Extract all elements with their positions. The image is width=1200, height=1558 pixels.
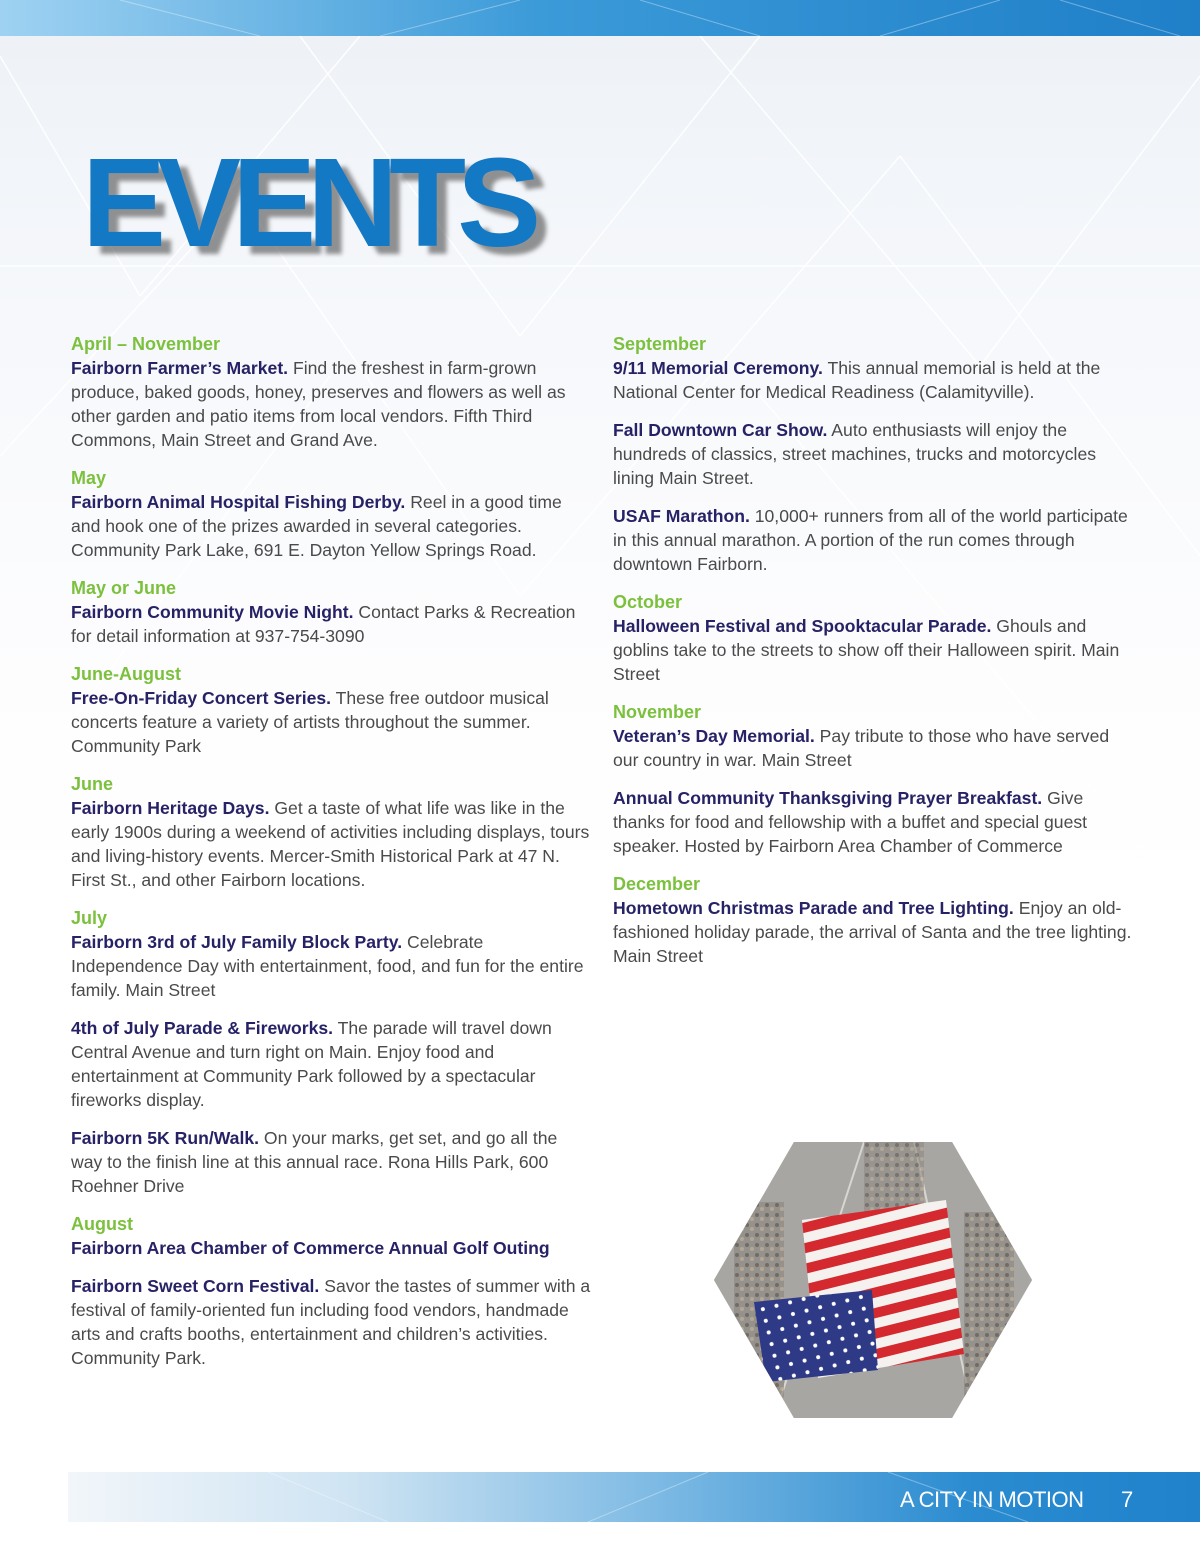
event-description: These free outdoor musical concerts feature a variety of artists throughout the summer. Community Park bbox=[71, 688, 549, 756]
top-header-band bbox=[0, 0, 1200, 36]
hexagon-photo bbox=[714, 1142, 1032, 1418]
event-name: 9/11 Memorial Ceremony. bbox=[613, 358, 823, 378]
event-name: Fairborn Area Chamber of Commerce Annual Golf Outing bbox=[71, 1238, 550, 1258]
event-description: Reel in a good time and hook one of the prizes awarded in several categories. Community Park Lake, 691 E. Dayton Yellow Springs Road. bbox=[71, 492, 562, 560]
event-entry bbox=[71, 356, 591, 452]
event-name: Fairborn Heritage Days. bbox=[71, 798, 270, 818]
month-heading: April – November bbox=[71, 334, 221, 354]
event-description: Contact Parks & Recreation for detail information at 937-754-3090 bbox=[71, 602, 576, 646]
month-heading: December bbox=[613, 874, 701, 894]
page-number: 7 bbox=[1121, 1487, 1134, 1512]
month-heading: October bbox=[613, 592, 683, 612]
event-description: Enjoy an old-fashioned holiday parade, the arrival of Santa and the tree lighting. Main Street bbox=[613, 898, 1132, 966]
event-entry bbox=[613, 786, 1133, 858]
event-name: Fairborn 5K Run/Walk. bbox=[71, 1128, 260, 1148]
event-name: Fairborn Community Movie Night. bbox=[71, 602, 354, 622]
event-name: 4th of July Parade & Fireworks. bbox=[71, 1018, 334, 1038]
month-heading: June bbox=[71, 774, 114, 794]
event-description: Savor the tastes of summer with a festival of family-oriented fun including food vendors, handmade arts and crafts booths, entertainment and children’s activities. Community Park. bbox=[71, 1276, 591, 1368]
event-description: Find the freshest in farm-grown produce, baked goods, honey, preserves and flowers as well as other garden and patio items from local vendors. Fifth Third Commons, Main Street and Grand Ave. bbox=[71, 358, 566, 450]
event-entry bbox=[613, 504, 1133, 576]
top-band-lines bbox=[0, 0, 1200, 36]
event-name: Halloween Festival and Spooktacular Parade. bbox=[613, 616, 992, 636]
event-description: Pay tribute to those who have served our country in war. Main Street bbox=[613, 726, 1110, 770]
event-entry bbox=[71, 1274, 591, 1370]
event-entry bbox=[71, 490, 591, 562]
month-heading: August bbox=[71, 1214, 133, 1234]
month-heading: September bbox=[613, 334, 707, 354]
event-entry bbox=[71, 600, 591, 648]
month-heading: May bbox=[71, 468, 107, 488]
event-entry bbox=[613, 418, 1133, 490]
event-description: Celebrate Independence Day with entertainment, food, and fun for the entire family. Main Street bbox=[71, 932, 584, 1000]
event-name: Free-On-Friday Concert Series. bbox=[71, 688, 332, 708]
left-events-column bbox=[71, 332, 591, 1384]
event-name: Fall Downtown Car Show. bbox=[613, 420, 828, 440]
month-heading: November bbox=[613, 702, 702, 722]
event-entry bbox=[613, 724, 1133, 772]
month-heading: May or June bbox=[71, 578, 177, 598]
parade-flag-photo bbox=[714, 1142, 1032, 1418]
right-events-column bbox=[613, 332, 1133, 982]
event-entry bbox=[613, 356, 1133, 404]
event-description: This annual memorial is held at the National Center for Medical Readiness (Calamityville). bbox=[613, 358, 1101, 402]
event-description: Auto enthusiasts will enjoy the hundreds of classics, street machines, trucks and motorcycles lining Main Street. bbox=[613, 420, 1097, 488]
event-description: 10,000+ runners from all of the world participate in this annual marathon. A portion of the run comes through downtown Fairborn. bbox=[613, 506, 1128, 574]
event-description: Give thanks for food and fellowship with a buffet and special guest speaker. Hosted by Fairborn Area Chamber of Commerce bbox=[613, 788, 1088, 856]
event-name: Fairborn Animal Hospital Fishing Derby. bbox=[71, 492, 406, 512]
event-entry bbox=[71, 686, 591, 758]
event-entry bbox=[71, 1126, 591, 1198]
footer-tagline: A CITY IN MOTION bbox=[900, 1487, 1084, 1512]
event-name: Fairborn 3rd of July Family Block Party. bbox=[71, 932, 403, 952]
month-heading: June-August bbox=[71, 664, 181, 684]
event-entry bbox=[71, 796, 591, 892]
event-description: On your marks, get set, and go all the way to the finish line at this annual race. Rona Hills Park, 600 Roehner Drive bbox=[71, 1128, 558, 1196]
event-name: Fairborn Farmer’s Market. bbox=[71, 358, 289, 378]
event-entry bbox=[71, 1016, 591, 1112]
event-description: Get a taste of what life was like in the early 1900s during a weekend of activities including displays, tours and living-history events. Mercer-Smith Historical Park at 47 N. First St., and other Fairborn locations. bbox=[71, 798, 590, 890]
event-description: The parade will travel down Central Avenue and turn right on Main. Enjoy food and entertainment at Community Park followed by a spectacular fireworks display. bbox=[71, 1018, 552, 1110]
event-name: Hometown Christmas Parade and Tree Lighting. bbox=[613, 898, 1014, 918]
event-entry bbox=[613, 896, 1133, 968]
month-heading: July bbox=[71, 908, 108, 928]
page-title: EVENTS bbox=[82, 132, 533, 273]
event-name: Annual Community Thanksgiving Prayer Breakfast. bbox=[613, 788, 1043, 808]
event-name: Fairborn Sweet Corn Festival. bbox=[71, 1276, 320, 1296]
event-entry bbox=[71, 930, 591, 1002]
event-entry bbox=[71, 1236, 591, 1260]
event-description: Ghouls and goblins take to the streets to show off their Halloween spirit. Main Street bbox=[613, 616, 1120, 684]
event-name: Veteran’s Day Memorial. bbox=[613, 726, 815, 746]
event-name: USAF Marathon. bbox=[613, 506, 750, 526]
event-entry bbox=[613, 614, 1133, 686]
